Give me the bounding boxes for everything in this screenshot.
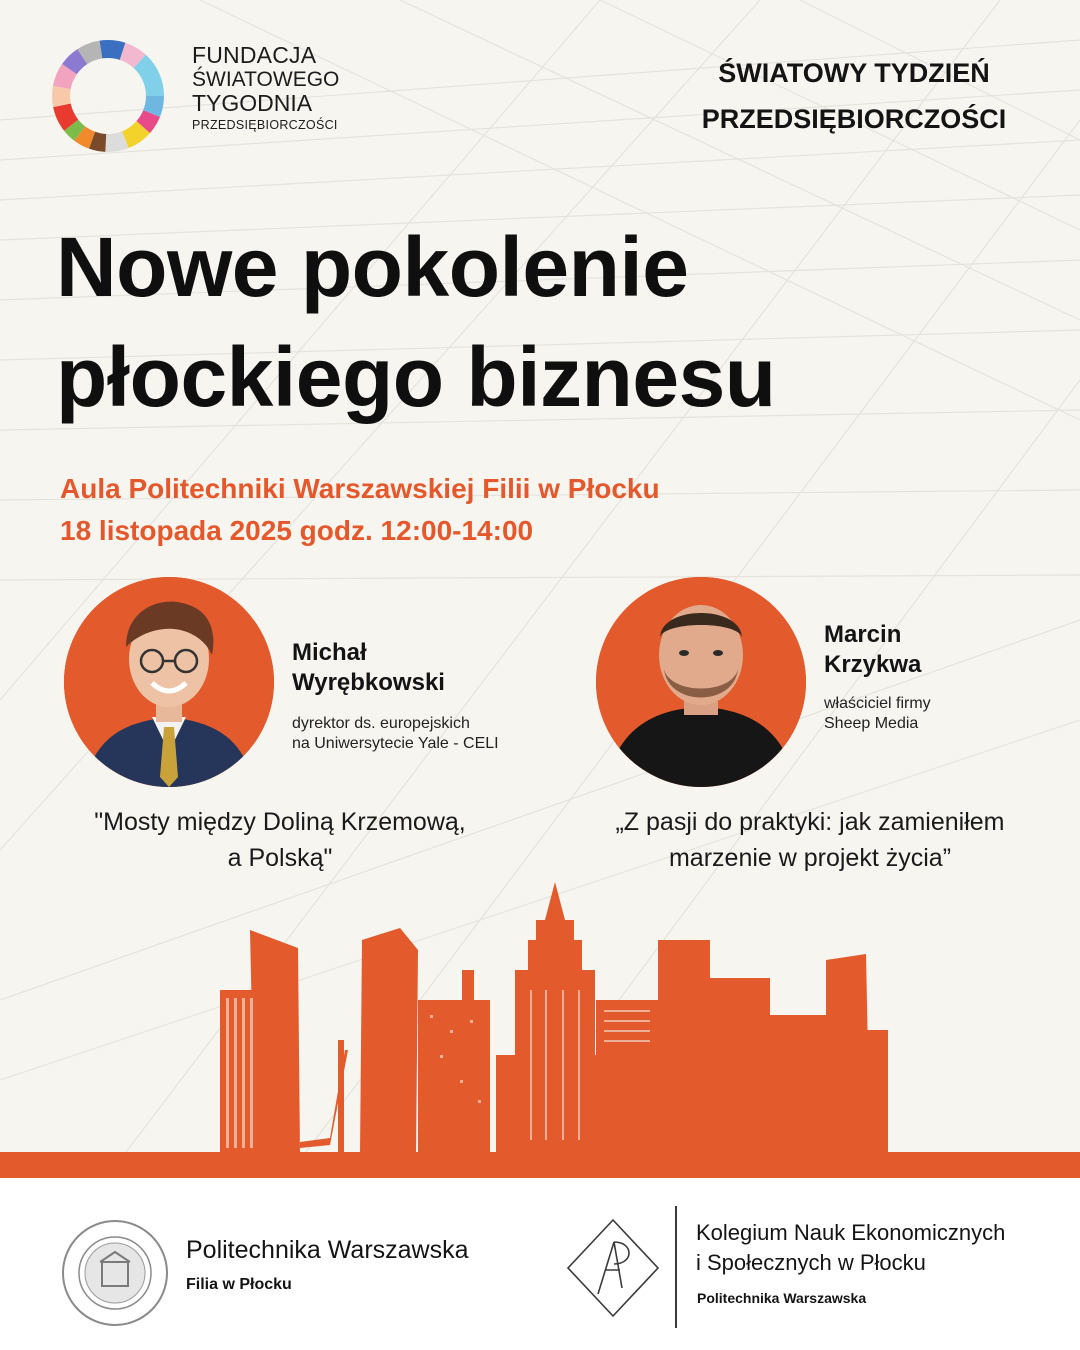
speaker-2-topic-line2: marzenie w projekt życia” [668, 844, 952, 872]
event-datetime: 18 listopada 2025 godz. 12:00-14:00 [60, 515, 534, 546]
event-details [60, 468, 1040, 552]
speaker-1-role-line2: na Uniwersytecie Yale - CELI [292, 735, 499, 752]
event-series-line2: PRZEDSIĘBIORCZOŚCI [701, 104, 1007, 134]
foundation-logo-line1: FUNDACJA [192, 42, 317, 68]
foundation-color-ring-logo-icon [50, 30, 170, 160]
speaker-2-photo [596, 577, 806, 787]
main-title [56, 212, 1036, 432]
footer-divider [675, 1206, 677, 1328]
diamond-monogram-icon [564, 1216, 662, 1320]
university-seal-icon [60, 1218, 170, 1328]
speaker-1-first-name: Michał [292, 639, 367, 666]
speaker-2-topic-line1: „Z pasji do praktyki: jak zamieniłem [615, 808, 1005, 836]
speaker-1-role-line1: dyrektor ds. europejskich [292, 715, 470, 732]
speaker-1-topic-line1: "Mosty między Doliną Krzemową, [94, 808, 466, 836]
city-skyline-illustration [0, 880, 1080, 1180]
speaker-1-name [292, 638, 445, 698]
speaker-1-last-name: Wyrębkowski [292, 669, 445, 696]
foundation-logo-text [192, 44, 339, 132]
speaker-2-role [824, 694, 931, 734]
speaker-1-photo [64, 577, 274, 787]
speaker-1-topic [40, 804, 520, 876]
kolegium-name [696, 1218, 1005, 1278]
kolegium-name-line2: i Społecznych w Płocku [696, 1250, 926, 1275]
main-title-line1: Nowe pokolenie [56, 220, 689, 314]
kolegium-name-line1: Kolegium Nauk Ekonomicznych [696, 1220, 1006, 1245]
speaker-2-first-name: Marcin [824, 621, 902, 648]
pw-branch: Filia w Płocku [186, 1276, 292, 1293]
speaker-2-role-line1: właściciel firmy [824, 695, 931, 712]
pw-name: Politechnika Warszawska [186, 1236, 469, 1264]
speaker-2-topic [560, 804, 1060, 876]
speaker-1-role [292, 714, 499, 754]
speaker-2-name [824, 620, 921, 680]
foundation-logo-line3: TYGODNIA [192, 90, 313, 116]
event-series-line1: ŚWIATOWY TYDZIEŃ [718, 58, 990, 88]
speaker-2-portrait-icon [596, 577, 806, 787]
foundation-logo-line4: PRZEDSIĘBIORCZOŚCI [192, 118, 338, 132]
speaker-2-role-line2: Sheep Media [824, 715, 919, 732]
kolegium-parent: Politechnika Warszawska [697, 1290, 867, 1306]
speaker-1-portrait-icon [64, 577, 274, 787]
speaker-1-topic-line2: a Polską" [227, 844, 333, 872]
speaker-2-last-name: Krzykwa [824, 651, 922, 678]
event-series-title [674, 50, 1034, 142]
foundation-logo-line2: ŚWIATOWEGO [192, 68, 340, 91]
event-venue: Aula Politechniki Warszawskiej Filii w Płocku [60, 473, 660, 504]
main-title-line2: płockiego biznesu [56, 330, 776, 424]
